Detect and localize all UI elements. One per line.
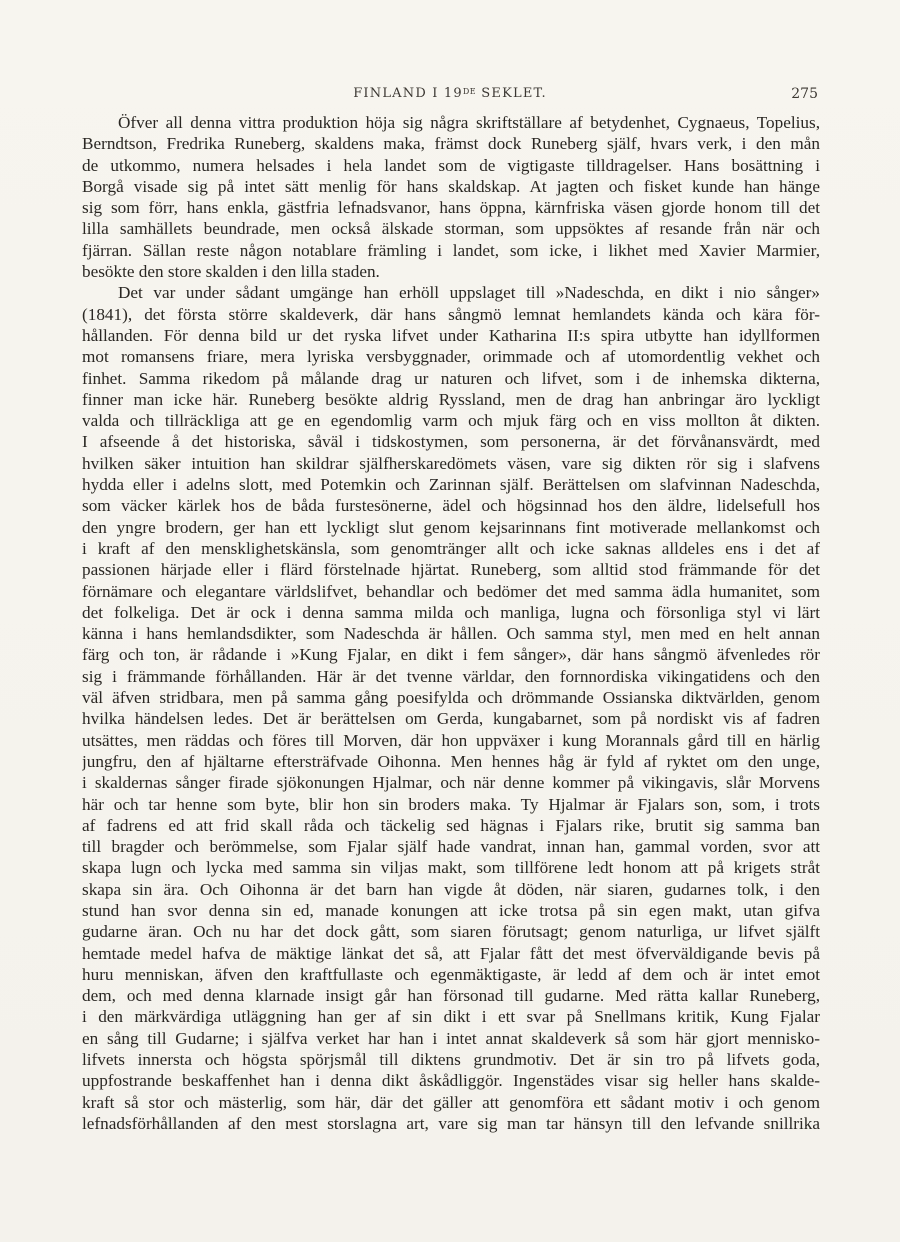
text-line: Berndtson, Fredrika Runeberg, skaldens maka, främst dock Runeberg själf, hvars verk, i den mån	[82, 134, 820, 154]
text-line: i skaldernas sånger firade sjökonungen Hjalmar, och när denne kommer på vikingavis, slår Morvens	[82, 773, 820, 793]
text-line: utsättes, men räddas och föres till Morven, där hon uppväxer i kung Morannals gård till en härlig	[82, 730, 820, 750]
running-head-tail: SEKLET.	[475, 86, 547, 101]
text-line: stund han svor denna sin ed, manade konungen att icke trotsa på sin egen makt, utan gifva	[82, 900, 820, 920]
text-line: i kraft af den mensklighetskänsla, som genomtränger allt och icke saknas alldeles ens i det af	[82, 538, 820, 558]
text-line: förnämare och elegantare världslifvet, behandlar och bedömer det med samma ädla humanitet, som	[82, 581, 820, 601]
text-line: lilla samhällets beundrade, men också älskade storman, som uppsöktes af resande från när och	[82, 219, 820, 239]
text-line: de utkommo, numera helsades i hela landet som de vigtigaste tilldragelser. Hans bosättning i	[82, 155, 820, 175]
text-line: den yngre brodern, ger han ett lyckligt slut genom kejsarinnans fint motiverade mellankomst och	[82, 517, 820, 537]
text-line: valda och tillräckliga att ge en egendomlig varm och mjuk färg och en viss mollton åt dikten.	[82, 411, 820, 431]
text-line: I afseende å det historiska, såväl i tidskostymen, som personerna, är det förvånansvärdt, med	[82, 432, 820, 452]
text-line: som väcker kärlek hos de båda furstesönerne, ädel och högsinnad hos den äldre, lidelsefull hos	[82, 496, 820, 516]
text-line: uppfostrande beskaffenhet han i denna dikt åskådliggör. Ingenstädes visar sig heller hans skalde-	[82, 1071, 820, 1091]
running-head	[82, 84, 818, 104]
text-line: hållanden. För denna bild ur det ryska lifvet under Katharina II:s spira utbytte han idyllformen	[82, 325, 820, 345]
text-line: skapa lugn och lycka med samma sin viljas makt, som tillförene ledt honom att på krigets stråt	[82, 858, 820, 878]
text-line: här och tar henne som byte, blir hon sin broders maka. Ty Hjalmar är Fjalars son, som, i trots	[82, 794, 820, 814]
text-line: känna i hans hemlandsdikter, som Nadeschda är hållen. Och samma styl, men med en helt annan	[82, 624, 820, 644]
text-line: väl äfven stridbara, men på samma gång poesifylda och drömmande Ossianska diktvärlden, genom	[82, 688, 820, 708]
text-line: jungfru, den af hjältarne eftersträfvade Oihonna. Men hennes håg är fyld af ryktet om den unge,	[82, 751, 820, 771]
text-line: af fadrens ed att frid skall råda och täckelig sed hägnas i Fjalars rike, brutit sig samma ban	[82, 815, 820, 835]
text-line: mot romansens friare, mera lyriska versbyggnader, orimmade och af utomordentlig vekhet och	[82, 347, 820, 367]
running-head-main: FINLAND I 19	[353, 86, 463, 101]
page-header	[82, 84, 818, 108]
text-line: en sång till Gudarne; i själfva verket har han i intet annat skaldeverk så som här gjort mennisko-	[82, 1028, 820, 1048]
body-text	[82, 112, 820, 1222]
text-line: sig som förr, hans enkla, gästfria lefnadsvanor, hans öppna, kärnfriska väsen gjorde honom till det	[82, 198, 820, 218]
text-line: fjärran. Sällan reste någon notablare främling i landet, som icke, i likhet med Xavier Marmier,	[82, 240, 820, 260]
text-line: till bragder och berömmelse, som Fjalar själf hade vandrat, innan han, gammal vorden, svor att	[82, 837, 820, 857]
page-number: 275	[791, 86, 818, 102]
text-line: Det var under sådant umgänge han erhöll uppslaget till »Nadeschda, en dikt i nio sånger»	[118, 283, 820, 303]
text-line: finhet. Samma rikedom på målande drag ur naturen och lifvet, som i de inhemska dikterna,	[82, 368, 820, 388]
text-line: dem, och med denna klarnade insigt går han försonad till gudarne. Med rätta kallar Runeberg,	[82, 986, 820, 1006]
text-line: skapa sin ära. Och Oihonna är det barn han vigde åt döden, när siaren, gudarnes tolk, i den	[82, 879, 820, 899]
text-line: gudarne äran. Och nu har det dock gått, som siaren förutsagt; genom naturliga, ur lifvet själft	[82, 922, 820, 942]
running-head-superscript: DE	[462, 87, 476, 96]
text-line: passionen härjade eller i flärd förstelnade hjärtat. Runeberg, som alltid stod främmande för det	[82, 560, 820, 580]
text-line: kraft så stor och mästerlig, som här, där det gäller att genomföra ett sådant motiv i och genom	[82, 1092, 820, 1112]
text-line: huru menniskan, äfven den kraftfullaste och egenmäktigaste, är ledd af dem och är intet emot	[82, 964, 820, 984]
text-line: finner man icke här. Runeberg besökte aldrig Ryssland, men de drag han anbringar äro lyckligt	[82, 389, 820, 409]
text-line: hydda eller i adelns slott, med Potemkin och Zarinnan själf. Berättelsen om slafvinnan Nadeschda,	[82, 475, 820, 495]
text-line: hemtade medel hafva de mäktige länkat det så, att Fjalar fått det mest öfverväldigande bevis på	[82, 943, 820, 963]
text-line: lifvets innersta och högsta spörjsmål till diktens grundmotiv. Det är sin tro på lifvets goda,	[82, 1050, 820, 1070]
text-line: färg och ton, är rådande i »Kung Fjalar, en dikt i fem sånger», där hans sångmö äfvenledes rör	[82, 645, 820, 665]
text-line: lefnadsförhållanden af den mest storslagna art, vare sig man tar hänsyn till den lefvande snillrika	[82, 1113, 820, 1133]
text-line: hvilken säker intuition han skildrar själfherskaredömets väsen, vare sig dikten rör sig i slafvens	[82, 453, 820, 473]
text-line: i den märkvärdiga utläggning han ger af sin dikt i ett svar på Snellmans kritik, Kung Fjalar	[82, 1007, 820, 1027]
text-line: (1841), det första större skaldeverk, där hans sångmö lemnat hemlandets kända och kära för-	[82, 304, 820, 324]
text-line: sig i främmande förhållanden. Här är det tvenne världar, den fornnordiska vikingatidens och den	[82, 666, 820, 686]
text-line: besökte den store skalden i den lilla staden.	[82, 262, 380, 282]
text-line: Borgå visade sig på intet sätt menlig för hans skaldskap. At jagten och fisket kunde han hänge	[82, 176, 820, 196]
text-line: hvilka händelsen ledes. Det är berättelsen om Gerda, kungabarnet, som på nordiskt vis af fadren	[82, 709, 820, 729]
text-line: Öfver all denna vittra produktion höja sig några skriftställare af betydenhet, Cygnaeus, Topelius,	[118, 113, 820, 132]
text-line: det folkeliga. Det är ock i denna samma milda och manliga, lugna och försonliga styl vi lärt	[82, 602, 820, 622]
